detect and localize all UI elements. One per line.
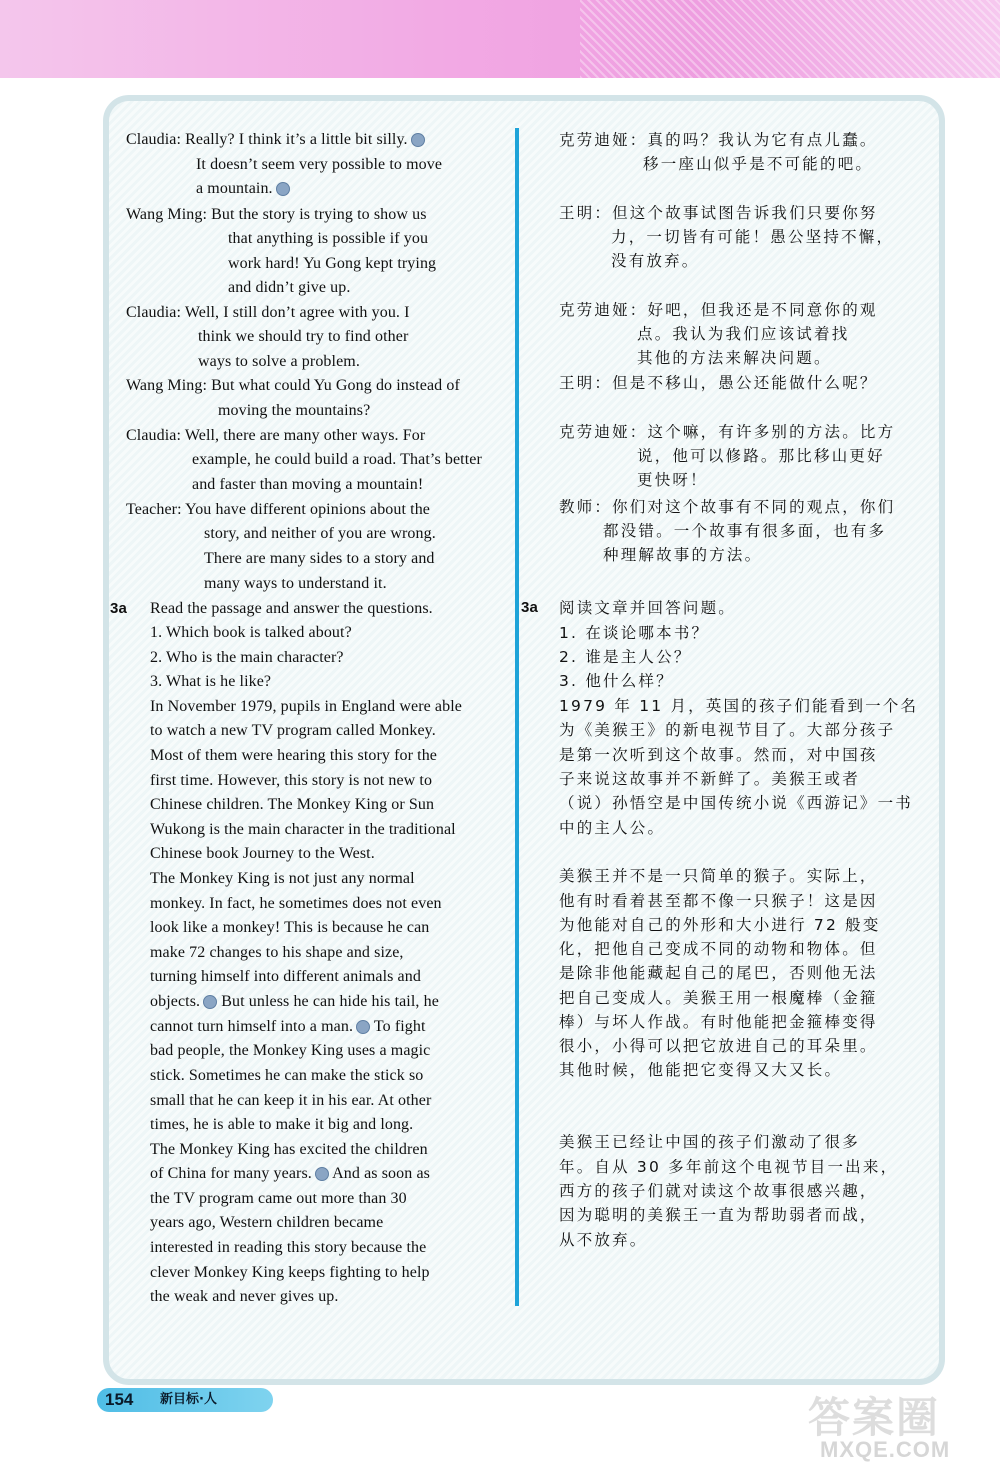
text-line <box>198 325 408 349</box>
text-line-content: 3. What is he like? <box>150 673 272 690</box>
text-line <box>150 867 415 891</box>
text-line <box>559 596 736 620</box>
text-line-content: 1. Which book is talked about? <box>150 624 352 641</box>
text-line <box>218 399 370 423</box>
text-line <box>559 767 860 791</box>
text-line-content: monkey. In fact, he sometimes does not even <box>150 895 442 912</box>
text-line-content: Read the passage and answer the questions. <box>150 600 433 617</box>
text-line <box>126 424 425 448</box>
text-line <box>559 961 878 985</box>
text-line <box>559 645 692 669</box>
text-line-content: It doesn’t seem very possible to move <box>196 156 443 173</box>
text-line-content: 年。自从 30 多年前这个电视节目一出来， <box>559 1158 899 1176</box>
text-line <box>559 1179 878 1203</box>
text-line-content: work hard! Yu Gong kept trying <box>228 255 437 272</box>
text-line <box>559 1203 878 1227</box>
text-line <box>150 1138 428 1162</box>
page-number: 154 <box>105 1390 134 1409</box>
text-line-content: years ago, Western children became <box>150 1214 384 1231</box>
text-line-continuation: And as soon as <box>328 1165 430 1182</box>
text-line <box>559 913 881 937</box>
text-line <box>559 420 895 444</box>
column-divider <box>515 128 519 1306</box>
text-line-content: 是除非他能藏起自己的尾巴，否则他无法 <box>559 964 878 982</box>
text-line-content: many ways to understand it. <box>204 575 387 592</box>
text-line <box>150 1089 431 1113</box>
text-line-content: 克劳迪娅：这个嘛，有许多别的方法。比方 <box>559 423 896 441</box>
text-line <box>150 1236 426 1260</box>
text-line-content: 力，一切皆有可能！愚公坚持不懈， <box>611 228 895 246</box>
text-line-content: moving the mountains? <box>218 402 371 419</box>
text-line <box>559 201 878 225</box>
watermark-text-cn: 答案圈 <box>808 1393 941 1442</box>
text-line <box>150 1015 426 1039</box>
text-line <box>637 322 849 346</box>
text-line-content: 王明：但这个故事试图告诉我们只要你努 <box>559 204 878 222</box>
text-line-content: 教师：你们对这个故事有不同的观点，你们 <box>559 498 896 516</box>
text-line-content: Wang Ming: But the story is trying to show us <box>126 206 427 223</box>
text-line <box>611 225 894 249</box>
text-line-content: objects. <box>150 993 201 1010</box>
text-line <box>228 276 350 300</box>
audio-track-icon <box>276 182 290 196</box>
text-line <box>559 816 665 840</box>
text-line <box>559 495 895 519</box>
text-line-content: turning himself into different animals and <box>150 968 421 985</box>
text-line-content: Claudia: Well, I still don’t agree with you. I <box>126 304 410 321</box>
text-line-content: 阅读文章并回答问题。 <box>559 599 737 617</box>
text-line-content: interested in reading this story because the <box>150 1239 427 1256</box>
text-line <box>204 522 436 546</box>
text-line-content: ways to solve a problem. <box>198 353 360 370</box>
text-line-continuation: To fight <box>370 1018 426 1035</box>
text-line <box>637 346 832 370</box>
text-line <box>192 473 423 497</box>
text-line <box>611 249 700 273</box>
text-line <box>150 1187 407 1211</box>
text-line <box>150 744 437 768</box>
text-line <box>603 543 762 567</box>
text-line-content: Wukong is the main character in the traditional <box>150 821 456 838</box>
text-line-content: a mountain. <box>196 180 273 197</box>
text-line-content: 2. 谁是主人公？ <box>559 648 692 666</box>
text-line <box>228 252 436 276</box>
text-line <box>643 152 873 176</box>
text-line <box>559 1034 878 1058</box>
text-line <box>228 227 428 251</box>
text-line-content: stick. Sometimes he can make the stick so <box>150 1067 424 1084</box>
text-line-content: small that he can keep it in his ear. At other <box>150 1092 432 1109</box>
text-line <box>603 519 886 543</box>
text-line <box>559 1010 878 1034</box>
text-line-content: the weak and never gives up. <box>150 1288 339 1305</box>
text-line <box>204 572 387 596</box>
text-line <box>150 818 456 842</box>
text-line <box>559 371 878 395</box>
text-line-content: The Monkey King is not just any normal <box>150 870 415 887</box>
text-line-content: Claudia: Really? I think it’s a little bit silly. <box>126 131 408 148</box>
text-line <box>150 916 429 940</box>
text-line <box>559 864 878 888</box>
text-line-content: 子来说这故事并不新鲜了。美猴王或者 <box>559 770 860 788</box>
text-line-content: to watch a new TV program called Monkey. <box>150 722 436 739</box>
text-line <box>126 498 430 522</box>
text-line-content: 是第一次听到这个故事。然而，对中国孩 <box>559 746 878 764</box>
text-line-content: Teacher: You have different opinions about the <box>126 501 430 518</box>
text-line-content: make 72 changes to his shape and size, <box>150 944 404 961</box>
text-line-content: and faster than moving a mountain! <box>192 476 424 493</box>
text-line <box>126 128 425 152</box>
text-line <box>150 621 352 645</box>
text-line <box>559 1228 648 1252</box>
text-line-content: think we should try to find other <box>198 328 409 345</box>
text-line-content: clever Monkey King keeps fighting to help <box>150 1264 430 1281</box>
text-line-content: 美猴王已经让中国的孩子们激动了很多 <box>559 1133 860 1151</box>
text-line <box>150 793 434 817</box>
text-line <box>150 1261 430 1285</box>
text-line <box>559 669 674 693</box>
text-line-content: times, he is able to make it big and long. <box>150 1116 414 1133</box>
text-line <box>150 769 432 793</box>
text-line-content: 1. 在谈论哪本书？ <box>559 624 710 642</box>
text-line-content: There are many sides to a story and <box>204 550 435 567</box>
text-line-content: 因为聪明的美猴王一直为帮助弱者而战， <box>559 1206 878 1224</box>
text-line <box>150 1039 430 1063</box>
text-line <box>637 444 885 468</box>
text-line-content: 为《美猴王》的新电视节目了。大部分孩子 <box>559 721 896 739</box>
text-line-content: the TV program came out more than 30 <box>150 1190 407 1207</box>
text-line-content: 3. 他什么样？ <box>559 672 674 690</box>
text-line-content: 美猴王并不是一只简单的猴子。实际上， <box>559 867 878 885</box>
text-line <box>559 621 709 645</box>
text-line <box>192 448 482 472</box>
text-line-content: 很小，小得可以把它放进自己的耳朵里。 <box>559 1037 878 1055</box>
text-line-content: 为他能对自己的外形和大小进行 72 般变 <box>559 916 881 934</box>
text-line <box>150 892 442 916</box>
text-line-content: Chinese book Journey to the West. <box>150 845 375 862</box>
text-line <box>150 670 271 694</box>
text-line <box>126 374 460 398</box>
text-line-content: 从不放弃。 <box>559 1231 648 1249</box>
text-line-content: 克劳迪娅：好吧，但我还是不同意你的观 <box>559 301 878 319</box>
text-line-content: bad people, the Monkey King uses a magic <box>150 1042 431 1059</box>
text-line-content: 王明：但是不移山，愚公还能做什么呢？ <box>559 374 878 392</box>
text-line <box>196 177 290 201</box>
text-line-content: In November 1979, pupils in England were able <box>150 698 462 715</box>
text-line <box>559 889 878 913</box>
book-title: 新目标·人 <box>160 1392 217 1407</box>
text-line <box>559 298 878 322</box>
text-line <box>637 468 708 492</box>
text-line-continuation: But unless he can hide his tail, he <box>217 993 439 1010</box>
text-line-content: story, and neither of you are wrong. <box>204 525 436 542</box>
text-line <box>196 153 442 177</box>
top-band-texture <box>580 0 1000 78</box>
text-line <box>559 791 913 815</box>
audio-track-icon <box>203 995 217 1009</box>
text-line-content: 3a <box>110 600 127 617</box>
text-line <box>559 937 878 961</box>
text-line <box>150 719 436 743</box>
text-line <box>559 718 895 742</box>
text-line <box>559 1130 860 1154</box>
text-line <box>150 1113 413 1137</box>
text-line <box>198 350 360 374</box>
text-line-content: 移一座山似乎是不可能的吧。 <box>643 155 874 173</box>
text-line-content: Most of them were hearing this story for the <box>150 747 438 764</box>
text-line <box>150 646 344 670</box>
text-line <box>150 990 439 1014</box>
text-line-content: 没有放弃。 <box>611 252 700 270</box>
section-label <box>521 596 538 620</box>
text-line-content: 其他时候，他能把它变得又大又长。 <box>559 1061 843 1079</box>
text-line <box>559 1058 842 1082</box>
text-line <box>150 1211 383 1235</box>
text-line <box>559 128 878 152</box>
text-line-content: 1979 年 11 月，英国的孩子们能看到一个名 <box>559 697 919 715</box>
text-line-content: 中的主人公。 <box>559 819 666 837</box>
audio-track-icon <box>356 1020 370 1034</box>
text-line-content: 2. Who is the main character? <box>150 649 344 666</box>
text-line <box>126 301 410 325</box>
watermark-logo <box>808 1385 998 1460</box>
text-line-content: 3a <box>521 599 538 616</box>
text-line <box>126 203 427 227</box>
watermark-text-en: MXQE.COM <box>820 1437 951 1462</box>
text-line <box>150 695 462 719</box>
text-line-content: 都没错。一个故事有很多面，也有多 <box>603 522 887 540</box>
text-line-content: The Monkey King has excited the children <box>150 1141 428 1158</box>
text-line <box>150 1285 339 1309</box>
text-line-content: 他有时看着甚至都不像一只猴子！这是因 <box>559 892 878 910</box>
text-line <box>559 743 878 767</box>
text-line-content: 点。我认为我们应该试着找 <box>637 325 850 343</box>
text-line <box>559 1155 898 1179</box>
text-line-content: 把自己变成人。美猴王用一根魔棒（金箍 <box>559 989 878 1007</box>
text-line <box>150 1162 430 1186</box>
text-line-content: 其他的方法来解决问题。 <box>637 349 832 367</box>
text-line-content: 更快呀！ <box>637 471 708 489</box>
text-line-content: first time. However, this story is not new to <box>150 772 433 789</box>
text-line-content: Chinese children. The Monkey King or Sun <box>150 796 435 813</box>
text-line-content: Wang Ming: But what could Yu Gong do instead of <box>126 377 460 394</box>
text-line-content: cannot turn himself into a man. <box>150 1018 354 1035</box>
audio-track-icon <box>315 1167 329 1181</box>
text-line-content: 说，他可以修路。那比移山更好 <box>637 447 885 465</box>
text-line <box>559 694 918 718</box>
text-line-content: 西方的孩子们就对读这个故事很感兴趣， <box>559 1182 878 1200</box>
text-line <box>150 965 421 989</box>
text-line-content: that anything is possible if you <box>228 230 429 247</box>
text-line <box>204 547 435 571</box>
text-line-content: 化，把他自己变成不同的动物和物体。但 <box>559 940 878 958</box>
text-line-content: 棒）与坏人作战。有时他能把金箍棒变得 <box>559 1013 878 1031</box>
text-line <box>559 986 878 1010</box>
text-line-content: （说）孙悟空是中国传统小说《西游记》一书 <box>559 794 914 812</box>
text-line-content: and didn’t give up. <box>228 279 351 296</box>
text-line-content: example, he could build a road. That’s better <box>192 451 482 468</box>
text-line-content: of China for many years. <box>150 1165 312 1182</box>
text-line-content: 种理解故事的方法。 <box>603 546 763 564</box>
text-line <box>150 842 375 866</box>
text-line-content: look like a monkey! This is because he can <box>150 919 430 936</box>
text-line <box>150 941 404 965</box>
text-line <box>150 1064 423 1088</box>
text-line <box>150 597 433 621</box>
section-label <box>110 597 127 621</box>
text-line-content: Claudia: Well, there are many other ways. For <box>126 427 426 444</box>
text-line-content: 克劳迪娅：真的吗？我认为它有点儿蠢。 <box>559 131 878 149</box>
audio-track-icon <box>411 133 425 147</box>
